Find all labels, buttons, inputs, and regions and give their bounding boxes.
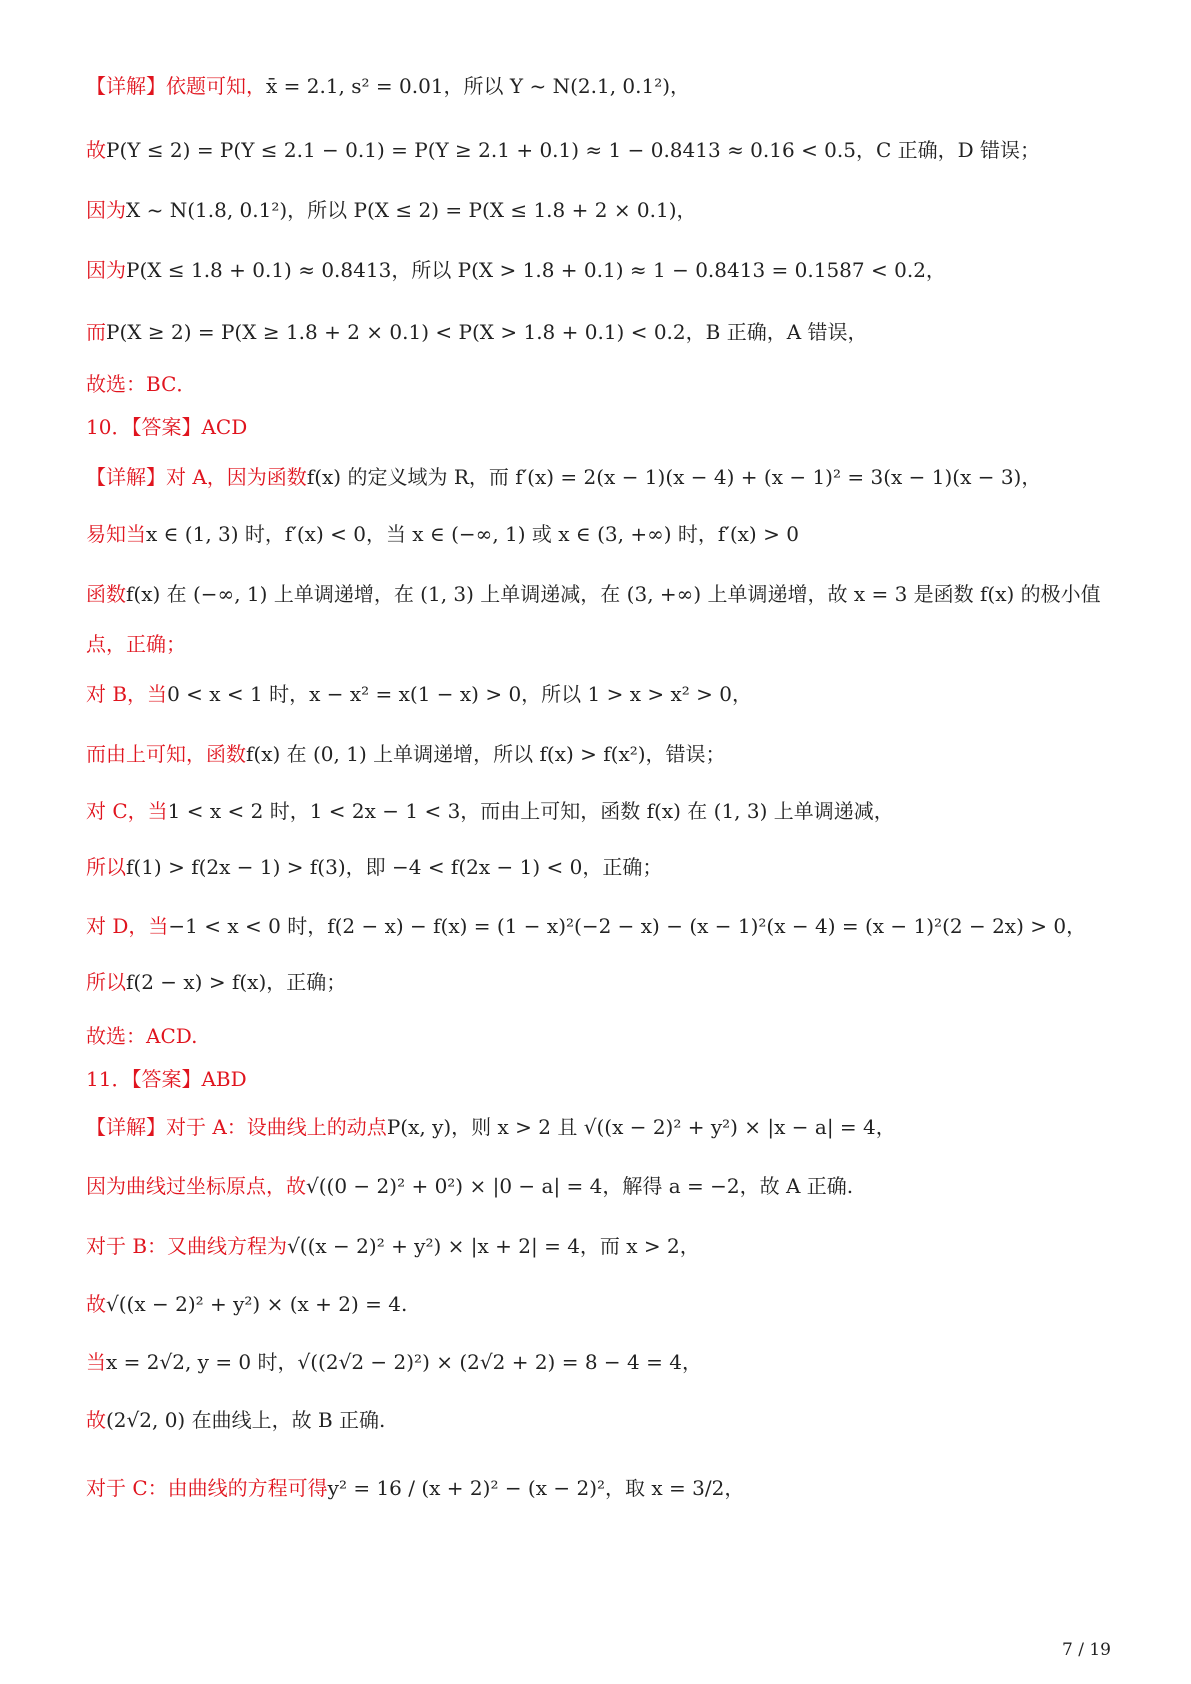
math-expression: 1 < x < 2 时，1 < 2x − 1 < 3，而由上可知，函数 f(x) 在 (1, 3) 上单调递减， [167, 799, 894, 823]
text-line [86, 1474, 1126, 1502]
page-number: 7 / 19 [1062, 1640, 1111, 1660]
text-line [86, 968, 1126, 996]
math-expression: f(2 − x) > f(x)，正确； [126, 970, 347, 994]
text-line [86, 136, 1126, 164]
math-expression: √((x − 2)² + y²) × (x + 2) = 4. [106, 1292, 408, 1316]
annotation-text: 对于 B：又曲线方程为 [86, 1234, 288, 1258]
annotation-text: 故选：ACD. [86, 1024, 198, 1048]
annotation-text: 10．【答案】ACD [86, 415, 248, 439]
annotation-text: 对于 C：由曲线的方程可得 [86, 1476, 328, 1500]
text-line [86, 1172, 1126, 1200]
annotation-text: 11．【答案】ABD [86, 1067, 247, 1091]
annotation-text: 点，正确； [86, 632, 186, 656]
annotation-text: 故 [86, 1408, 106, 1432]
math-expression: √((0 − 2)² + 0²) × |0 − a| = 4，解得 a = −2，故 A 正确. [306, 1174, 854, 1198]
math-expression: x = 2√2, y = 0 时，√((2√2 − 2)²) × (2√2 + 2) = 8 − 4 = 4， [106, 1350, 702, 1374]
annotation-text: 【详解】依题可知， [86, 74, 266, 98]
math-expression: P(X ≤ 1.8 + 0.1) ≈ 0.8413，所以 P(X > 1.8 + 0.1) ≈ 1 − 0.8413 = 0.1587 < 0.2， [126, 258, 946, 282]
math-expression: f(x) 的定义域为 R，而 f′(x) = 2(x − 1)(x − 4) + (x − 1)² = 3(x − 1)(x − 3)， [306, 465, 1042, 489]
math-expression: y² = 16 / (x + 2)² − (x − 2)²，取 x = 3/2， [327, 1476, 745, 1500]
annotation-text: 故 [86, 1292, 106, 1316]
math-expression: f(x) 在 (−∞, 1) 上单调递增，在 (1, 3) 上单调递减，在 (3, +∞) 上单调递增，故 x = 3 是函数 f(x) 的极小值 [126, 582, 1101, 606]
annotation-text: 所以 [86, 970, 126, 994]
annotation-text: 【详解】对 A，因为函数 [86, 465, 307, 489]
text-line [86, 853, 1126, 881]
math-expression: x̄ = 2.1, s² = 0.01，所以 Y ~ N(2.1, 0.1²)， [266, 74, 691, 98]
annotation-text: 当 [86, 1350, 106, 1374]
annotation-text: 故选：BC． [86, 372, 197, 396]
annotation-text: 因为曲线过坐标原点，故 [86, 1174, 306, 1198]
text-line [86, 1065, 1126, 1093]
annotation-text: 而 [86, 320, 106, 344]
annotation-text: 对 C，当 [86, 799, 168, 823]
annotation-text: 因为 [86, 258, 126, 282]
math-expression: f(x) 在 (0, 1) 上单调递增，所以 f(x) > f(x²)，错误； [246, 742, 726, 766]
text-line [86, 256, 1126, 284]
annotation-text: 【详解】对于 A：设曲线上的动点 [86, 1115, 387, 1139]
annotation-text: 故 [86, 138, 106, 162]
text-line [86, 797, 1126, 825]
math-expression: P(x, y)，则 x > 2 且 √((x − 2)² + y²) × |x − a| = 4， [386, 1115, 896, 1139]
text-line [86, 1290, 1126, 1318]
text-line [86, 1113, 1126, 1141]
math-expression: X ~ N(1.8, 0.1²)，所以 P(X ≤ 2) = P(X ≤ 1.8 + 2 × 0.1)， [126, 198, 697, 222]
text-line [86, 413, 1126, 441]
text-line [86, 630, 1126, 658]
text-line [86, 520, 1126, 548]
text-line [86, 72, 1126, 100]
text-line [86, 318, 1126, 346]
annotation-text: 所以 [86, 855, 126, 879]
math-expression: −1 < x < 0 时，f(2 − x) − f(x) = (1 − x)²(−2 − x) − (x − 1)²(x − 4) = (x − 1)²(2 − 2x) > 0， [168, 914, 1087, 938]
math-expression: x ∈ (1, 3) 时，f′(x) < 0，当 x ∈ (−∞, 1) 或 x ∈ (3, +∞) 时，f′(x) > 0 [146, 522, 799, 546]
text-line [86, 680, 1126, 708]
text-line [86, 1406, 1126, 1434]
text-line [86, 1022, 1126, 1050]
text-line [86, 196, 1126, 224]
text-line [86, 1348, 1126, 1376]
text-line [86, 370, 1126, 398]
annotation-text: 对 B，当 [86, 682, 168, 706]
math-expression: f(1) > f(2x − 1) > f(3)，即 −4 < f(2x − 1) < 0，正确； [126, 855, 663, 879]
annotation-text: 因为 [86, 198, 126, 222]
math-expression: P(X ≥ 2) = P(X ≥ 1.8 + 2 × 0.1) < P(X > 1.8 + 0.1) < 0.2，B 正确，A 错误， [106, 320, 868, 344]
annotation-text: 易知当 [86, 522, 146, 546]
annotation-text: 函数 [86, 582, 126, 606]
math-expression: (2√2, 0) 在曲线上，故 B 正确. [106, 1408, 386, 1432]
text-line [86, 580, 1126, 608]
math-expression: √((x − 2)² + y²) × |x + 2| = 4，而 x > 2， [287, 1234, 700, 1258]
text-line [86, 912, 1126, 940]
annotation-text: 而由上可知，函数 [86, 742, 246, 766]
text-line [86, 463, 1126, 491]
text-line [86, 740, 1126, 768]
math-expression: 0 < x < 1 时，x − x² = x(1 − x) > 0，所以 1 > x > x² > 0， [167, 682, 752, 706]
annotation-text: 对 D，当 [86, 914, 169, 938]
text-line [86, 1232, 1126, 1260]
math-expression: P(Y ≤ 2) = P(Y ≤ 2.1 − 0.1) = P(Y ≥ 2.1 + 0.1) ≈ 1 − 0.8413 ≈ 0.16 < 0.5，C 正确，D 错误； [106, 138, 1041, 162]
